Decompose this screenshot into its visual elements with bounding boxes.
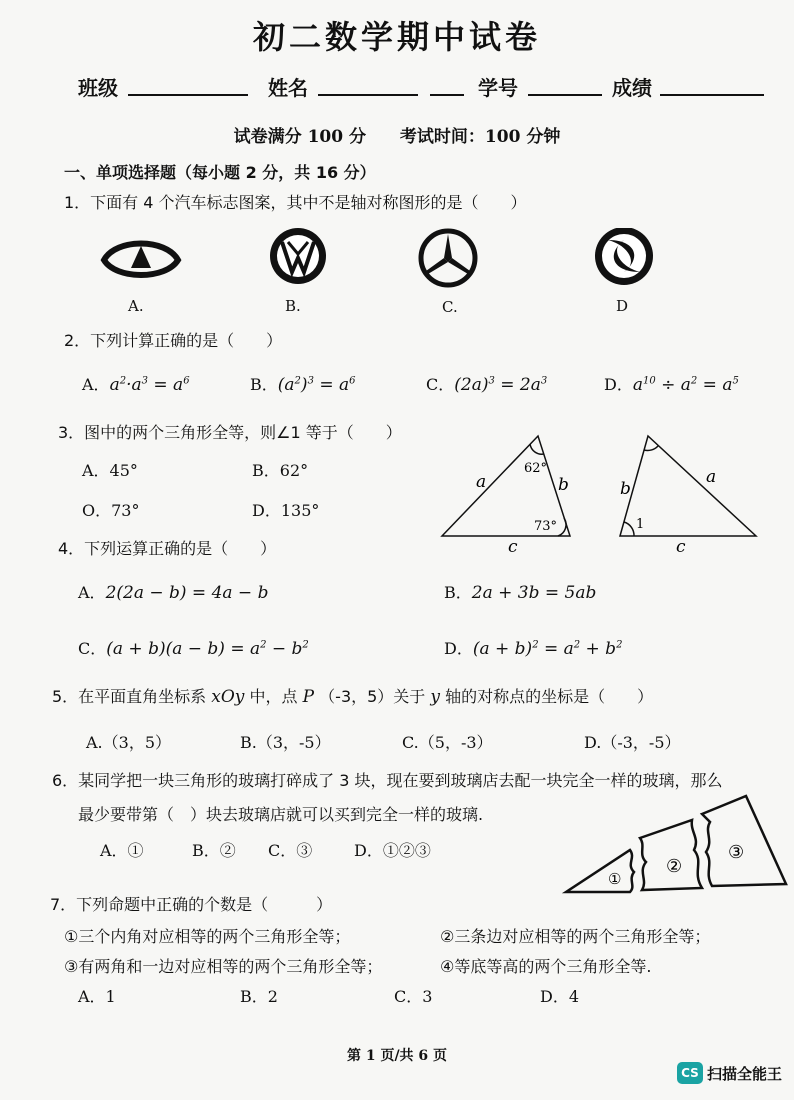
q4-option-a[interactable]: A．2(2a − b) = 4a − b <box>78 583 269 603</box>
question-5: 5．在平面直角坐标系 xOy 中，点 P （-3，5）关于 y 轴的对称点的坐标是（ ） <box>52 687 654 707</box>
piece-label-3: ③ <box>728 842 745 863</box>
question-4: 4．下列运算正确的是（ ） <box>58 539 277 558</box>
broken-glass-figure <box>560 792 790 900</box>
name-blank[interactable] <box>318 76 418 96</box>
question-6-line-2: 最少要带第（ ）块去玻璃店就可以买到完全一样的玻璃. <box>78 805 484 824</box>
section-heading: 一、单项选择题（每小题 2 分，共 16 分） <box>64 163 376 182</box>
student-no-label: 学号 <box>478 76 518 100</box>
page-footer: 第 1 页/共 6 页 <box>346 1048 448 1064</box>
scanner-watermark <box>677 1062 782 1084</box>
mercedes-logo-icon <box>421 231 475 285</box>
glass-piece-3 <box>702 796 786 886</box>
class-blank[interactable] <box>128 76 248 96</box>
question-2: 2．下列计算正确的是（ ） <box>64 331 283 350</box>
scanner-label: 扫描全能王 <box>706 1064 782 1083</box>
q1-label-c: C. <box>442 298 458 316</box>
piece-label-2: ② <box>666 856 683 877</box>
name-label: 姓名 <box>268 76 308 100</box>
q1-label-d: D <box>616 297 629 315</box>
statement-3: ③有两角和一边对应相等的两个三角形全等； <box>64 957 383 976</box>
statement-1: ①三个内角对应相等的两个三角形全等； <box>64 927 351 946</box>
camscanner-icon: CS <box>677 1062 703 1084</box>
infiniti-logo-icon <box>104 244 178 276</box>
glass-piece-1 <box>566 850 634 892</box>
exam-info <box>0 122 794 147</box>
q4-option-d[interactable]: D．$(a + b)^2 = a^2 + b^2$ <box>444 639 623 659</box>
q2-option-c[interactable]: C．$(2a)^3 = 2a^3$ <box>426 375 548 395</box>
piece-label-1: ① <box>608 870 622 888</box>
statement-4: ④等底等高的两个三角形全等. <box>440 957 652 976</box>
class-label: 班级 <box>78 76 118 100</box>
dongfeng-logo-icon <box>595 228 653 285</box>
exam-time: 考试时间：100 分钟 <box>399 127 561 147</box>
label-b-left: b <box>558 475 569 495</box>
question-7: 7．下列命题中正确的个数是（ ） <box>50 895 333 914</box>
q6-option-d[interactable]: D．①②③ <box>354 841 431 860</box>
q7-option-a[interactable]: A．1 <box>78 987 116 1006</box>
q2-option-d[interactable]: D．$a^{10} \div a^2 = a^5$ <box>604 375 739 395</box>
statement-2: ②三条边对应相等的两个三角形全等； <box>440 927 711 946</box>
q2-option-a[interactable]: A．$a^2\cdot a^3 = a^6$ <box>82 375 190 395</box>
label-a-right: a <box>706 467 717 487</box>
glass-piece-2 <box>640 820 702 890</box>
full-score: 试卷满分 100 分 <box>233 127 366 147</box>
q7-option-b[interactable]: B．2 <box>240 987 278 1006</box>
angle-62: 62° <box>524 461 548 476</box>
q6-option-a[interactable]: A．① <box>100 841 144 860</box>
name-blank-2[interactable] <box>430 76 464 96</box>
q3-option-a[interactable]: A．45° <box>82 461 138 480</box>
q4-option-c[interactable]: C．$(a + b)(a - b) = a^2 - b^2$ <box>78 639 309 659</box>
q3-option-c[interactable]: O．73° <box>82 501 140 520</box>
student-no-blank[interactable] <box>528 76 602 96</box>
label-c-left: c <box>508 537 518 557</box>
q2-option-b[interactable]: B．$(a^2)^3 = a^6$ <box>250 375 356 395</box>
page-title: 初二数学期中试卷 <box>252 18 541 56</box>
volkswagen-logo-icon <box>270 228 326 284</box>
q5-option-c[interactable]: C.（5，-3） <box>402 733 493 752</box>
score-label: 成绩 <box>612 76 652 100</box>
q3-option-b[interactable]: B．62° <box>252 461 309 480</box>
q1-label-b: B. <box>285 297 301 315</box>
q6-option-c[interactable]: C．③ <box>268 841 313 860</box>
q5-option-d[interactable]: D.（-3，-5） <box>584 733 681 752</box>
angle-1: 1 <box>636 517 645 532</box>
question-3: 3．图中的两个三角形全等，则∠1 等于（ ） <box>58 423 402 442</box>
q1-label-a: A. <box>128 297 144 315</box>
score-blank[interactable] <box>660 76 764 96</box>
label-b-right: b <box>620 479 631 499</box>
congruent-triangles-figure <box>436 430 766 560</box>
car-logos <box>96 228 696 290</box>
label-a-left: a <box>476 472 487 492</box>
question-1: 1．下面有 4 个汽车标志图案，其中不是轴对称图形的是（ ） <box>64 193 527 212</box>
angle-73: 73° <box>534 519 558 534</box>
label-c-right: c <box>676 537 686 557</box>
q5-option-a[interactable]: A.（3，5） <box>86 733 172 752</box>
q6-option-b[interactable]: B．② <box>192 841 236 860</box>
question-6-line-1: 6．某同学把一块三角形的玻璃打碎成了 3 块，现在要到玻璃店去配一块完全一样的玻璃，那么 <box>52 771 723 790</box>
q4-option-b[interactable]: B．2a + 3b = 5ab <box>444 583 597 603</box>
q3-option-d[interactable]: D．135° <box>252 501 320 520</box>
q5-option-b[interactable]: B.（3，-5） <box>240 733 331 752</box>
q7-option-d[interactable]: D．4 <box>540 987 580 1006</box>
q7-option-c[interactable]: C．3 <box>394 987 433 1006</box>
